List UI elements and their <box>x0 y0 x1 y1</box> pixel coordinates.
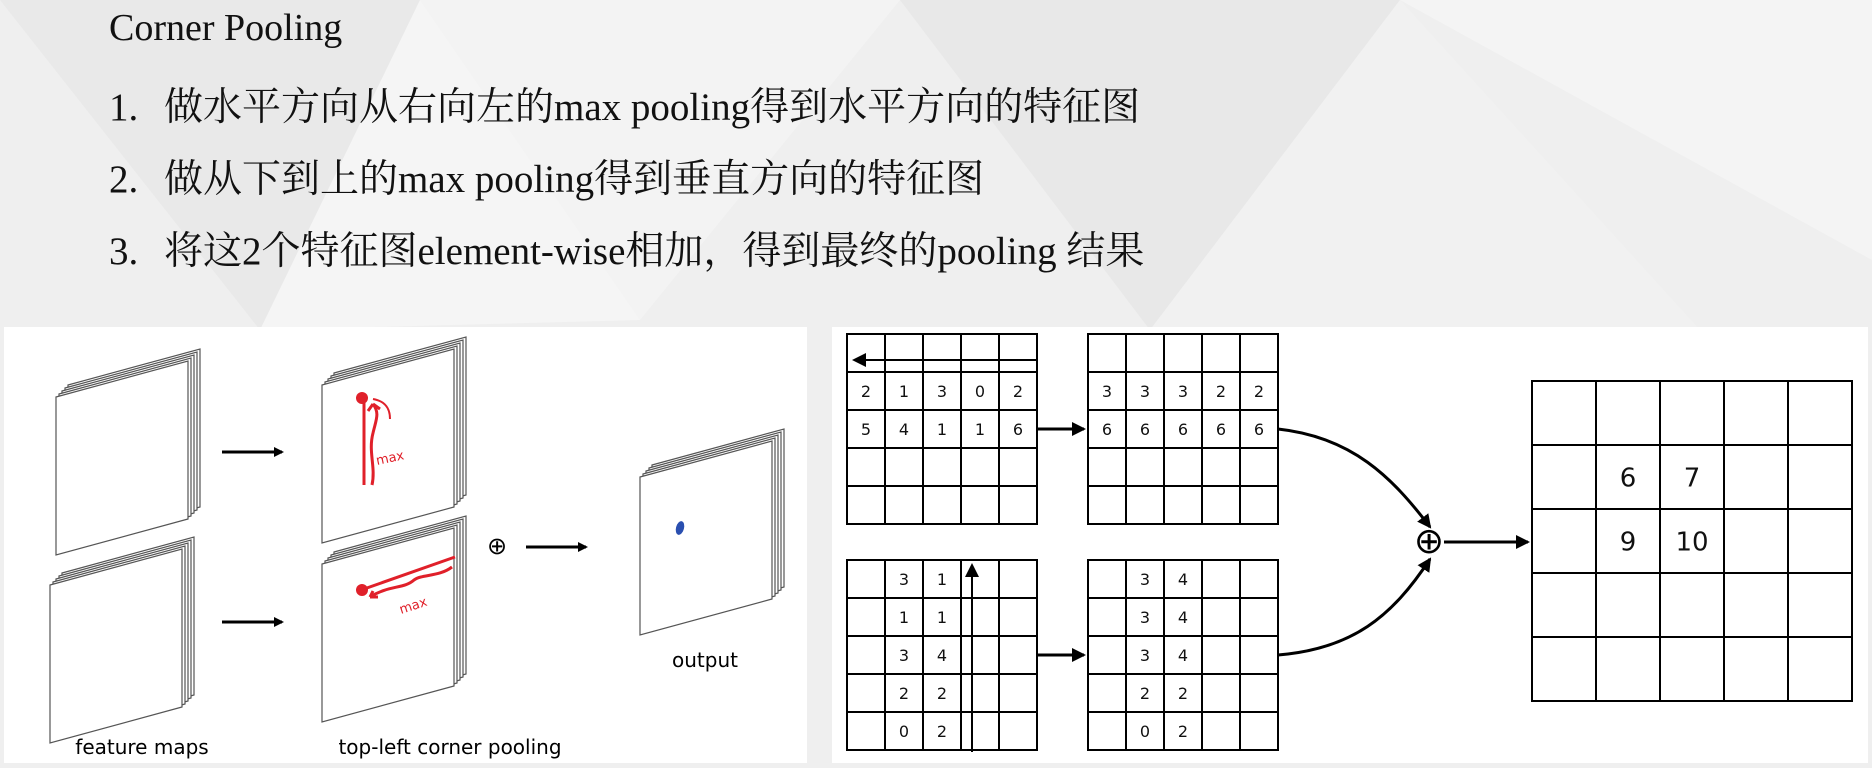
curve-arrow <box>1278 559 1430 655</box>
cell-value: 0 <box>974 381 986 401</box>
grid-cell <box>1724 445 1788 509</box>
cell-value: 2 <box>1215 381 1227 401</box>
grid-cell <box>1240 712 1278 750</box>
cell-value: 6 <box>1619 463 1637 494</box>
grid-cell <box>1788 637 1852 701</box>
grid-cell <box>1660 381 1724 445</box>
grid-cell <box>847 448 885 486</box>
cell-value: 2 <box>898 683 910 703</box>
cell-value: 3 <box>1139 381 1151 401</box>
grid-cell <box>999 448 1037 486</box>
grid-cell <box>961 674 999 712</box>
step-number: 1. <box>109 86 139 129</box>
cell-value: 1 <box>936 569 948 589</box>
grid-cell <box>1596 381 1660 445</box>
grid-cell <box>1164 448 1202 486</box>
grid-cell <box>1240 560 1278 598</box>
step-1 <box>109 76 1140 132</box>
cell-value: 3 <box>936 381 948 401</box>
grid-cell <box>1788 509 1852 573</box>
grid-cell <box>1202 598 1240 636</box>
step-text: 将这2个特征图element-wise相加，得到最终的pooling 结果 <box>164 230 1145 273</box>
grid-cell <box>923 486 961 524</box>
grid-cell <box>885 334 923 372</box>
cell-value: 3 <box>898 645 910 665</box>
grid-cell <box>1088 674 1126 712</box>
cell-value: 6 <box>1215 419 1227 439</box>
grid-cell <box>1088 486 1126 524</box>
cell-value: 2 <box>1253 381 1265 401</box>
grid-cell <box>1724 509 1788 573</box>
grid-cell <box>1164 334 1202 372</box>
grid-cell <box>1788 445 1852 509</box>
cell-value: 1 <box>898 607 910 627</box>
grid-cell <box>885 448 923 486</box>
feature-maps-label: feature maps <box>75 735 209 759</box>
cell-value: 6 <box>1012 419 1024 439</box>
grid-cell <box>885 486 923 524</box>
grid-cell <box>847 636 885 674</box>
cell-value: 1 <box>936 607 948 627</box>
grid-cell <box>1202 712 1240 750</box>
grid-cell <box>1202 448 1240 486</box>
cell-value: 5 <box>860 419 872 439</box>
grid-cell <box>1532 637 1596 701</box>
grid-cell <box>999 712 1037 750</box>
grid-cell <box>1202 486 1240 524</box>
cell-value: 0 <box>898 721 910 741</box>
grid-cell <box>1088 560 1126 598</box>
max-label: max <box>374 448 406 469</box>
step-3 <box>109 220 1144 276</box>
cell-value: 4 <box>936 645 948 665</box>
step-text: 做从下到上的max pooling得到垂直方向的特征图 <box>164 158 985 201</box>
plus-symbol: ⊕ <box>486 532 508 560</box>
cell-value: 9 <box>1619 527 1637 558</box>
vertical-output-grid <box>1088 560 1278 750</box>
cell-value: 3 <box>898 569 910 589</box>
grid-cell <box>999 560 1037 598</box>
pooled-map-stack <box>322 516 466 722</box>
grid-cell <box>923 334 961 372</box>
grid-cell <box>847 674 885 712</box>
grid-cell <box>923 448 961 486</box>
grid-cell <box>1532 445 1596 509</box>
grid-cell <box>847 560 885 598</box>
grid-cell <box>1240 334 1278 372</box>
grid-cell <box>961 486 999 524</box>
cell-value: 3 <box>1177 381 1189 401</box>
grid-cell <box>1126 448 1164 486</box>
slide-title: Corner Pooling <box>109 7 343 49</box>
grid-cell <box>1788 381 1852 445</box>
grid-cell <box>999 486 1037 524</box>
cell-value: 3 <box>1139 569 1151 589</box>
corner-pooling-label: top-left corner pooling <box>338 735 562 759</box>
grid-cell <box>1660 573 1724 637</box>
cell-value: 3 <box>1139 607 1151 627</box>
grid-cell <box>1596 573 1660 637</box>
horizontal-output-grid <box>1088 334 1278 524</box>
grid-cell <box>1660 637 1724 701</box>
grid-cell <box>1724 381 1788 445</box>
grid-cell <box>1240 486 1278 524</box>
cell-value: 3 <box>1139 645 1151 665</box>
cell-value: 2 <box>1012 381 1024 401</box>
cell-value: 0 <box>1139 721 1151 741</box>
corner-pooling-illustration <box>4 327 807 763</box>
result-grid <box>1532 381 1852 701</box>
grid-cell <box>961 560 999 598</box>
grid-cell <box>1240 448 1278 486</box>
grid-cell <box>961 636 999 674</box>
horizontal-input-grid <box>847 334 1037 524</box>
cell-value: 1 <box>898 381 910 401</box>
grid-cell <box>999 598 1037 636</box>
cell-value: 2 <box>860 381 872 401</box>
cell-value: 4 <box>1177 569 1189 589</box>
cell-value: 4 <box>898 419 910 439</box>
curve-arrow <box>1278 429 1430 527</box>
cell-value: 4 <box>1177 607 1189 627</box>
cell-value: 6 <box>1253 419 1265 439</box>
grid-cell <box>1596 637 1660 701</box>
grid-cell <box>1532 573 1596 637</box>
grid-cell <box>847 334 885 372</box>
grid-cell <box>999 334 1037 372</box>
output-map-stack <box>640 429 784 635</box>
grid-cell <box>1088 334 1126 372</box>
grid-cell <box>1724 573 1788 637</box>
grid-cell <box>847 486 885 524</box>
pooled-map-stack <box>322 337 466 543</box>
grid-cell <box>1202 560 1240 598</box>
grid-cell <box>1724 637 1788 701</box>
grid-cell <box>961 598 999 636</box>
grid-cell <box>1202 674 1240 712</box>
grid-cell <box>1202 636 1240 674</box>
grid-cell <box>847 598 885 636</box>
cell-value: 2 <box>936 721 948 741</box>
cell-value: 3 <box>1101 381 1113 401</box>
cell-value: 2 <box>936 683 948 703</box>
grid-cell <box>1532 509 1596 573</box>
cell-value: 6 <box>1101 419 1113 439</box>
cell-value: 2 <box>1177 683 1189 703</box>
cell-value: 1 <box>974 419 986 439</box>
grid-cell <box>999 674 1037 712</box>
grid-cell <box>1240 674 1278 712</box>
output-label: output <box>672 648 738 672</box>
grid-cell <box>961 448 999 486</box>
grid-cell <box>1164 486 1202 524</box>
grid-cell <box>1088 598 1126 636</box>
corner-pooling-example <box>832 327 1868 763</box>
grid-cell <box>961 712 999 750</box>
step-number: 3. <box>109 230 139 273</box>
step-text: 做水平方向从右向左的max pooling得到水平方向的特征图 <box>164 86 1141 129</box>
corner-pooling-example-svg <box>832 327 1868 763</box>
grid-cell <box>1126 334 1164 372</box>
cell-value: 10 <box>1675 527 1709 558</box>
grid-cell <box>961 334 999 372</box>
grid-cell <box>1240 636 1278 674</box>
grid-cell <box>1126 486 1164 524</box>
cell-value: 7 <box>1683 463 1701 494</box>
grid-cell <box>1088 712 1126 750</box>
max-label: max <box>397 594 430 618</box>
plus-symbol: ⊕ <box>1413 521 1445 562</box>
cell-value: 4 <box>1177 645 1189 665</box>
grid-cell <box>1088 448 1126 486</box>
feature-map-stack <box>50 537 194 743</box>
cell-value: 6 <box>1177 419 1189 439</box>
grid-cell <box>1788 573 1852 637</box>
grid-cell <box>1088 636 1126 674</box>
cell-value: 1 <box>936 419 948 439</box>
grid-cell <box>847 712 885 750</box>
step-number: 2. <box>109 158 139 201</box>
grid-cell <box>1202 334 1240 372</box>
cell-value: 2 <box>1177 721 1189 741</box>
cell-value: 2 <box>1139 683 1151 703</box>
corner-pooling-svg <box>4 327 807 763</box>
feature-map-stack <box>56 349 200 555</box>
grid-cell <box>1532 381 1596 445</box>
cell-value: 6 <box>1139 419 1151 439</box>
grid-cell <box>1240 598 1278 636</box>
grid-cell <box>999 636 1037 674</box>
step-2 <box>109 148 984 204</box>
vertical-input-grid <box>847 560 1037 750</box>
